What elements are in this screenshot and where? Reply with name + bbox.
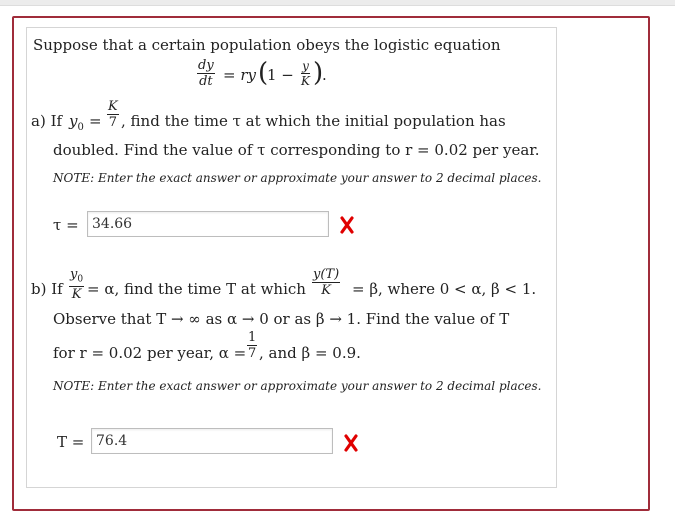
- part-a-label: a) If: [31, 112, 63, 130]
- part-b-text-line3-pre: for r = 0.02 per year, α =: [53, 344, 247, 362]
- equation-rhs: = ry: [223, 66, 256, 84]
- part-b-text-line3-post: , and β = 0.9.: [259, 344, 361, 362]
- part-a-wrong-cross-icon: [339, 216, 355, 234]
- part-a-y0: $y_0$: [69, 112, 84, 133]
- intro-text: Suppose that a certain population obeys the logistic equation: [33, 36, 501, 54]
- part-b-answer-input[interactable]: [91, 428, 333, 454]
- equation-right-paren: ): [313, 58, 324, 88]
- equation-left-paren: (: [258, 58, 269, 88]
- part-a-answer-input[interactable]: [87, 211, 329, 237]
- part-a-k-over-7: $\frac{K}{7}$: [108, 99, 118, 130]
- part-b-one-over-7: $\frac{1}{7}$: [248, 330, 257, 361]
- equation-period: .: [322, 66, 327, 84]
- part-b-answer-label: T =: [57, 433, 85, 451]
- question-panel: [26, 27, 557, 488]
- equation-one-minus: 1 −: [267, 66, 294, 84]
- equation-dydt: $\frac{dy}{dt}$: [198, 58, 214, 89]
- part-b-wrong-cross-icon: [343, 434, 359, 452]
- part-b-label: b) If: [31, 280, 63, 298]
- top-bar: [0, 0, 675, 6]
- part-a-text-line2: doubled. Find the value of τ corresponding to r = 0.02 per year.: [53, 141, 540, 159]
- part-a-answer-label: τ =: [53, 216, 79, 234]
- part-a-text-line1: , find the time τ at which the initial population has: [121, 112, 506, 130]
- part-b-yT-over-k: $\frac{y(T)}{K}$: [313, 267, 340, 298]
- part-b-note: NOTE: Enter the exact answer or approximate your answer to 2 decimal places.: [53, 379, 542, 393]
- equation-y-over-k: $\frac{y}{K}$: [301, 59, 310, 88]
- part-a-note: NOTE: Enter the exact answer or approximate your answer to 2 decimal places.: [53, 171, 542, 185]
- part-b-text-line2: Observe that T → ∞ as α → 0 or as β → 1. Find the value of T: [53, 310, 510, 328]
- part-b-y0-over-k: $\frac{y_0}{K}$: [70, 267, 84, 302]
- part-a-equals: =: [89, 112, 102, 130]
- part-b-text-mid: = α, find the time T at which: [87, 280, 306, 298]
- part-b-text-line1: = β, where 0 < α, β < 1.: [352, 280, 537, 298]
